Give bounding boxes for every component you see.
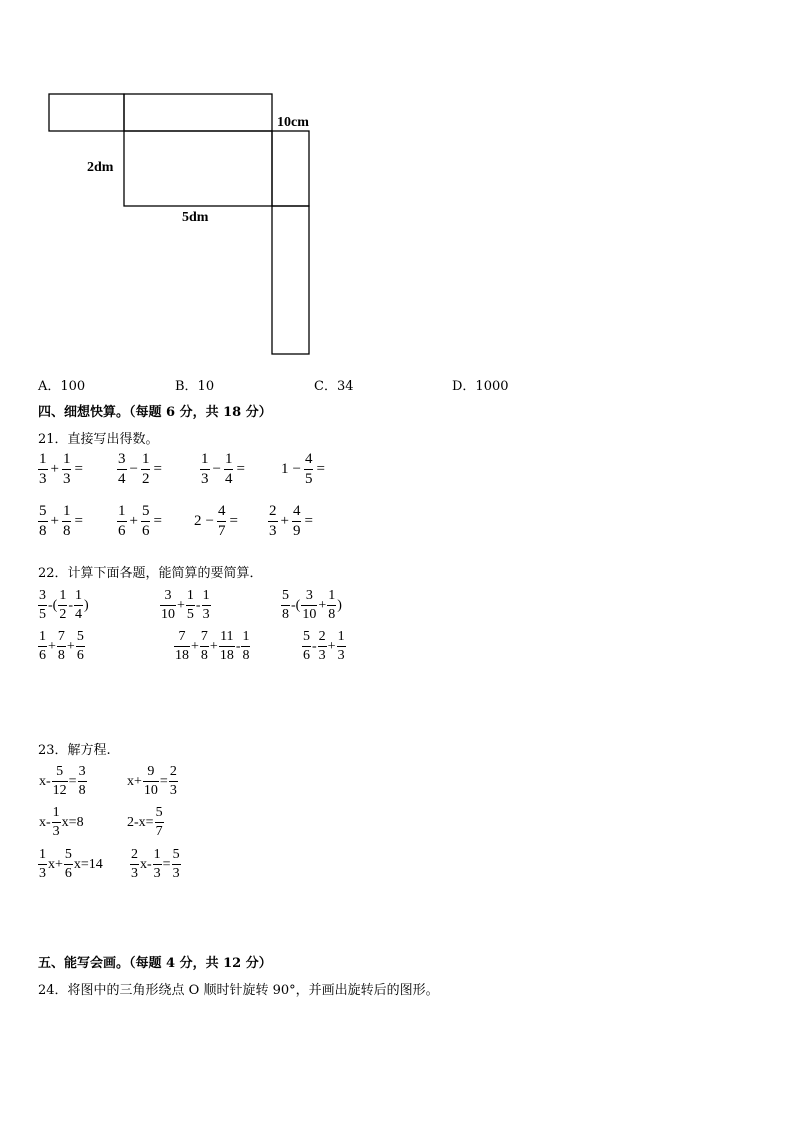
- q23-prompt: 23．解方程.: [38, 743, 111, 758]
- choice-a: A．100: [38, 379, 86, 394]
- q21-item: $\frac{3}{4}$ − $\frac{1}{2}$ =: [118, 451, 162, 487]
- q21-item: 2 − $\frac{4}{7}$ =: [194, 503, 238, 539]
- q22-prompt: 22．计算下面各题，能简算的要简算．: [38, 566, 263, 581]
- q23-equation: x- $\frac{1}{3}$ x=8: [39, 805, 84, 839]
- q21-item: $\frac{5}{8}$ + $\frac{1}{8}$ =: [39, 503, 83, 539]
- label-10cm: 10cm: [277, 115, 309, 130]
- q23-equation: $\frac{1}{3}$ x+ $\frac{5}{6}$ x=14: [39, 847, 103, 881]
- choice-d: D．1000: [452, 379, 509, 394]
- q23-equation: x+ $\frac{9}{10}$ = $\frac{2}{3}$: [127, 764, 177, 798]
- label-5dm: 5dm: [182, 210, 209, 225]
- q23-equation: x- $\frac{5}{12}$ = $\frac{3}{8}$: [39, 764, 86, 798]
- label-2dm: 2dm: [87, 160, 114, 175]
- net-face-top: [124, 94, 272, 131]
- q23-equation: $\frac{2}{3}$ x- $\frac{1}{3}$ = $\frac{5}{3}$: [131, 847, 180, 881]
- net-face-bottom: [272, 206, 309, 354]
- q22-expression: $\frac{3}{10}$ + $\frac{1}{5}$ - $\frac{1}{3}$: [161, 588, 210, 622]
- net-face-top-left: [49, 94, 124, 131]
- section5-title: 五、能写会画。（每题 4 分，共 12 分）: [38, 956, 272, 971]
- choice-b: B．10: [175, 379, 215, 394]
- q22-expression: $\frac{3}{5}$ -( $\frac{1}{2}$ - $\frac{1}{4}$ ): [39, 588, 89, 622]
- net-figure: [0, 0, 794, 370]
- q24-prompt: 24．将图中的三角形绕点 O 顺时针旋转 90°，并画出旋转后的图形。: [38, 983, 439, 998]
- q23-equation: 2-x= $\frac{5}{7}$: [127, 805, 163, 839]
- choice-c: C．34: [314, 379, 354, 394]
- q21-item: 1 − $\frac{4}{5}$ =: [281, 451, 325, 487]
- q21-item: $\frac{1}{3}$ + $\frac{1}{3}$ =: [39, 451, 83, 487]
- section4-title: 四、细想快算。（每题 6 分，共 18 分）: [38, 405, 272, 420]
- q22-expression: $\frac{5}{8}$ -( $\frac{3}{10}$ + $\frac{1}{8}$ ): [282, 588, 342, 622]
- q22-expression: $\frac{1}{6}$ + $\frac{7}{8}$ + $\frac{5}{6}$: [39, 629, 84, 663]
- q21-item: $\frac{1}{6}$ + $\frac{5}{6}$ =: [118, 503, 162, 539]
- net-face-front: [124, 131, 272, 206]
- q22-expression: $\frac{7}{18}$ + $\frac{7}{8}$ + $\frac{11}{18}$ - $\frac{1}{8}$: [175, 629, 250, 663]
- q21-item: $\frac{1}{3}$ − $\frac{1}{4}$ =: [201, 451, 245, 487]
- q22-expression: $\frac{5}{6}$ - $\frac{2}{3}$ + $\frac{1}{3}$: [303, 629, 345, 663]
- net-face-right: [272, 131, 309, 206]
- q21-item: $\frac{2}{3}$ + $\frac{4}{9}$ =: [269, 503, 313, 539]
- q21-prompt: 21．直接写出得数。: [38, 432, 159, 447]
